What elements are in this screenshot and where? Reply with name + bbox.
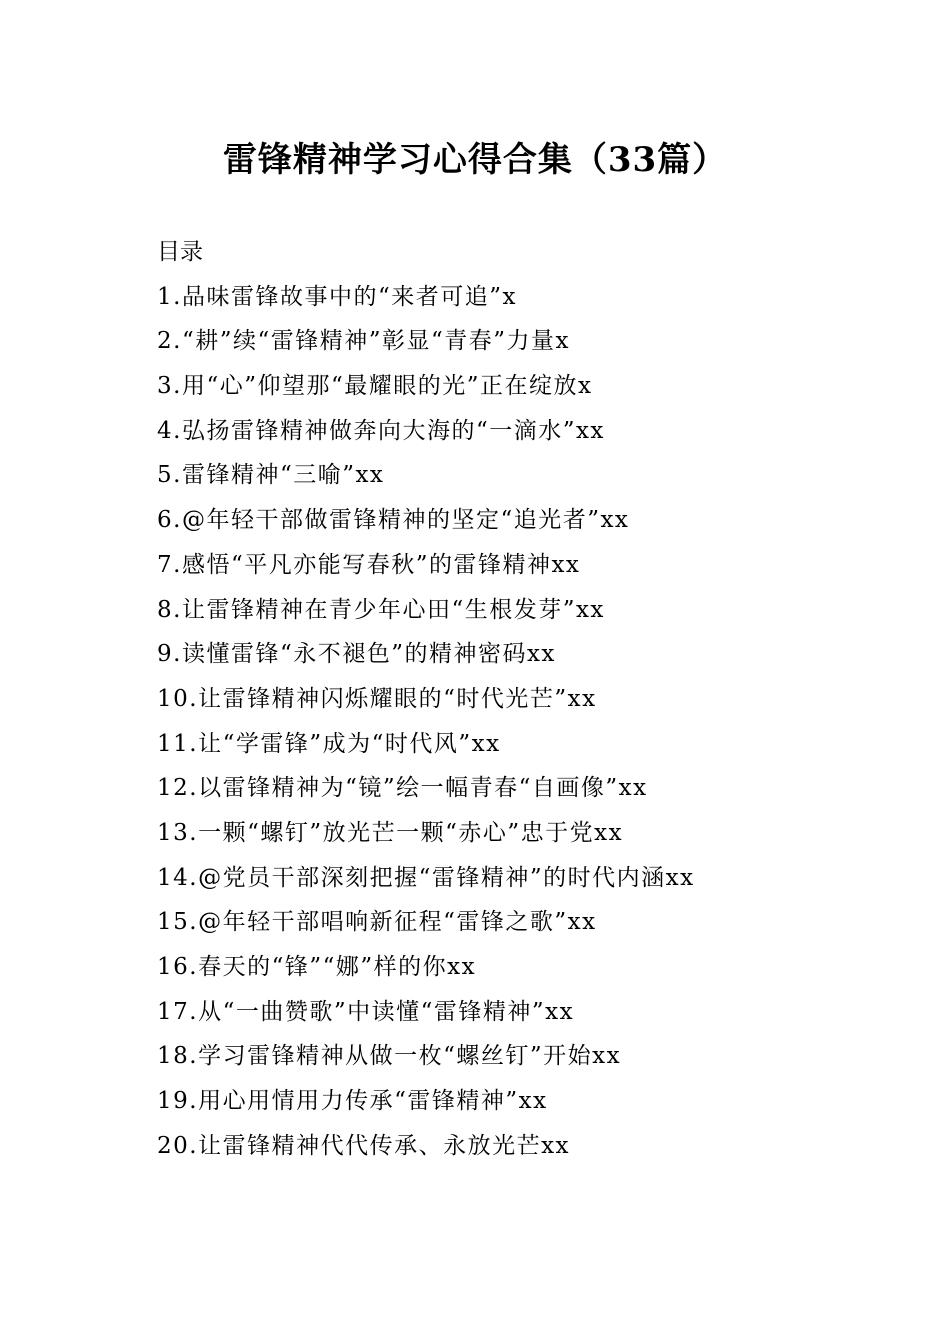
table-of-contents xyxy=(157,230,897,1168)
toc-item: 6.@年轻干部做雷锋精神的坚定“追光者”xx xyxy=(157,507,630,534)
toc-item: 4.弘扬雷锋精神做奔向大海的“一滴水”xx xyxy=(157,417,605,444)
toc-item: 8.让雷锋精神在青少年心田“生根发芽”xx xyxy=(157,596,605,623)
toc-heading: 目录 xyxy=(157,239,203,265)
toc-item: 16.春天的“锋”“娜”样的你xx xyxy=(157,954,477,980)
toc-item: 15.@年轻干部唱响新征程“雷锋之歌”xx xyxy=(157,909,597,936)
toc-item: 3.用“心”仰望那“最耀眼的光”正在绽放x xyxy=(157,373,593,400)
toc-item: 5.雷锋精神“三喻”xx xyxy=(157,462,385,489)
toc-item: 11.让“学雷锋”成为“时代风”xx xyxy=(157,730,501,757)
toc-item: 7.感悟“平凡亦能写春秋”的雷锋精神xx xyxy=(157,551,581,578)
toc-item: 17.从“一曲赞歌”中读懂“雷锋精神”xx xyxy=(157,998,575,1025)
toc-item: 2.“耕”续“雷锋精神”彰显“青春”力量x xyxy=(157,328,570,355)
toc-item: 20.让雷锋精神代代传承、永放光芒xx xyxy=(157,1132,571,1159)
toc-item: 14.@党员干部深刻把握“雷锋精神”的时代内涵xx xyxy=(157,864,695,891)
toc-item: 19.用心用情用力传承“雷锋精神”xx xyxy=(157,1088,548,1115)
toc-item: 9.读懂雷锋“永不褪色”的精神密码xx xyxy=(157,641,556,668)
document-title: 雷锋精神学习心得合集（33篇） xyxy=(222,140,728,180)
toc-item: 12.以雷锋精神为“镜”绘一幅青春“自画像”xx xyxy=(157,775,648,802)
toc-item: 1.品味雷锋故事中的“来者可追”x xyxy=(157,283,517,310)
toc-item: 10.让雷锋精神闪烁耀眼的“时代光芒”xx xyxy=(157,685,597,712)
toc-item: 13.一颗“螺钉”放光芒一颗“赤心”忠于党xx xyxy=(157,819,624,846)
toc-item: 18.学习雷锋精神从做一枚“螺丝钉”开始xx xyxy=(157,1043,622,1070)
